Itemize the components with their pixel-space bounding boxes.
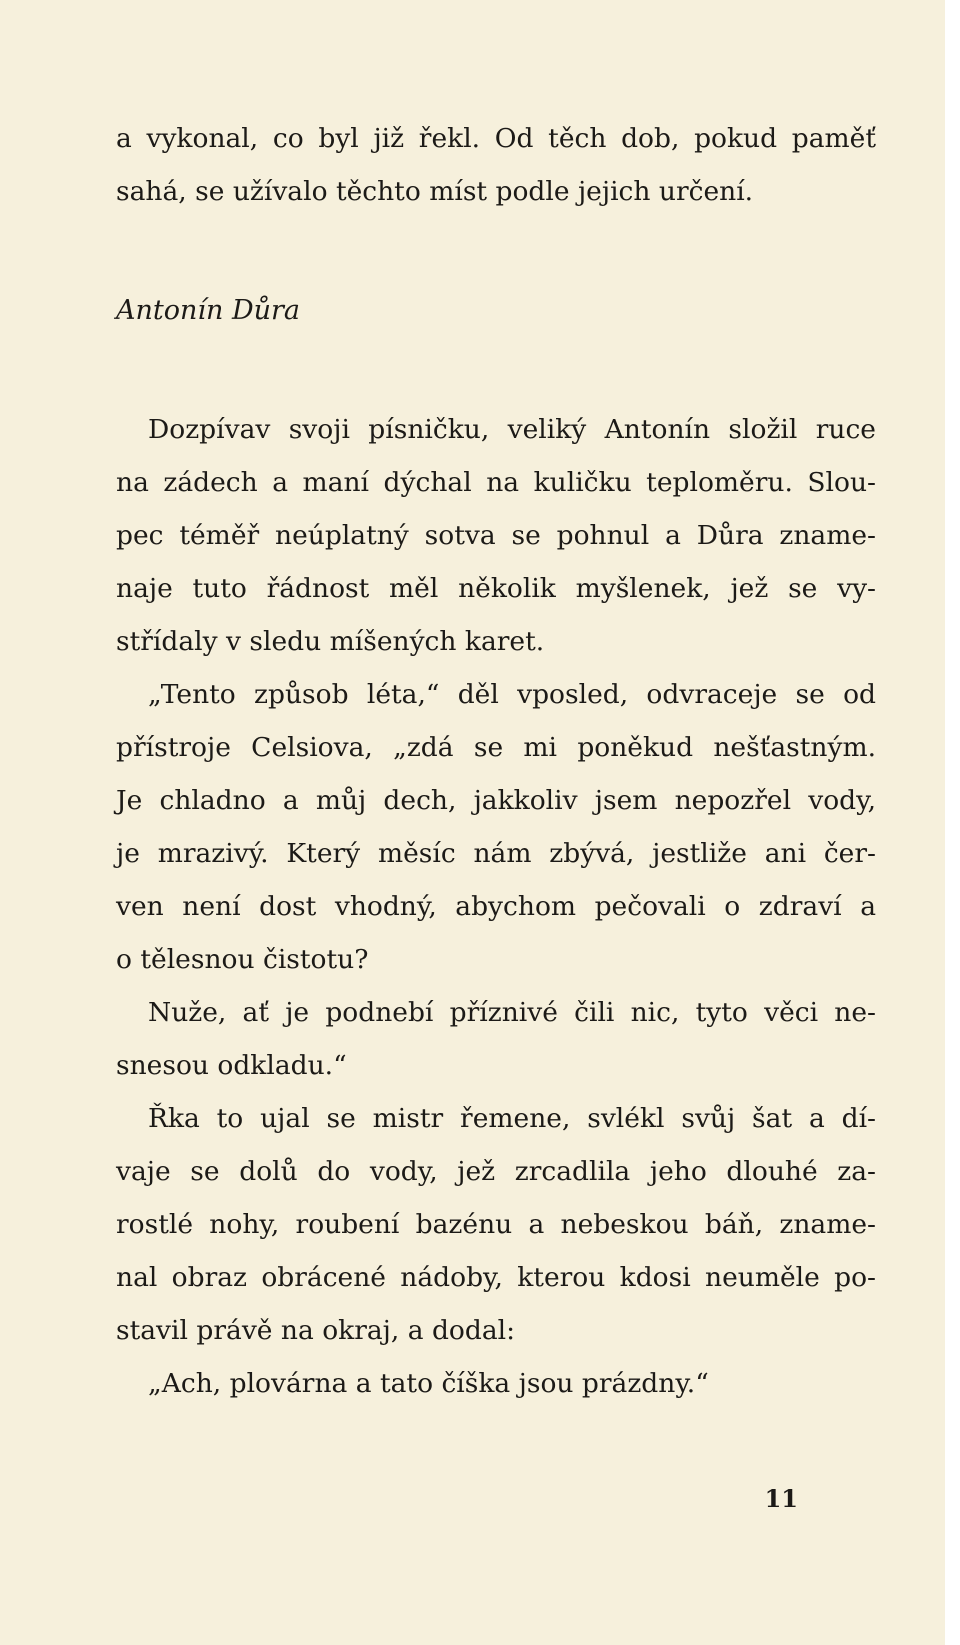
text-line: rostlé nohy, roubení bazénu a nebeskou báň, zname- <box>116 1209 876 1240</box>
section-gap <box>116 218 876 284</box>
text-line: střídaly v sledu míšených karet. <box>116 626 545 657</box>
text-line: Řka to ujal se mistr řemene, svlékl svůj šat a dí- <box>148 1103 876 1134</box>
text-line: stavil právě na okraj, a dodal: <box>116 1315 516 1346</box>
text-line: naje tuto řádnost měl několik myšlenek, jež se vy- <box>116 573 876 604</box>
text-line: pec téměř neúplatný sotva se pohnul a Důra zname- <box>116 520 876 551</box>
text-line: o tělesnou čistotu? <box>116 944 369 975</box>
section-heading: Antonín Důra <box>116 295 301 326</box>
scan-margin <box>945 0 960 1645</box>
text-line: vaje se dolů do vody, jež zrcadlila jeho dlouhé za- <box>116 1156 876 1187</box>
text-line: nal obraz obrácené nádoby, kterou kdosi neuměle po- <box>116 1262 876 1293</box>
text-line: snesou odkladu.“ <box>116 1050 347 1081</box>
text-line: přístroje Celsiova, „zdá se mi poněkud nešťastným. <box>116 732 876 763</box>
text-line: sahá, se užívalo těchto míst podle jejich určení. <box>116 176 754 207</box>
text-line: Nuže, ať je podnebí příznivé čili nic, tyto věci ne- <box>148 997 876 1028</box>
text-line: a vykonal, co byl již řekl. Od těch dob, pokud paměť <box>116 123 876 154</box>
text-line: „Ach, plovárna a tato číška jsou prázdny.“ <box>148 1368 709 1399</box>
text-line: Je chladno a můj dech, jakkoliv jsem nepozřel vody, <box>116 785 876 816</box>
text-line: je mrazivý. Který měsíc nám zbývá, jestliže ani čer- <box>116 838 876 869</box>
page-number: 11 <box>764 1484 798 1513</box>
text-line: „Tento způsob léta,“ děl vposled, odvraceje se od <box>148 679 876 710</box>
text-line: na zádech a maní dýchal na kuličku teploměru. Slou- <box>116 467 876 498</box>
text-line: Dozpívav svoji písničku, veliký Antonín složil ruce <box>148 414 876 445</box>
text-line: ven není dost vhodný, abychom pečovali o zdraví a <box>116 891 876 922</box>
page-text <box>116 112 876 1410</box>
section-gap <box>116 337 876 403</box>
